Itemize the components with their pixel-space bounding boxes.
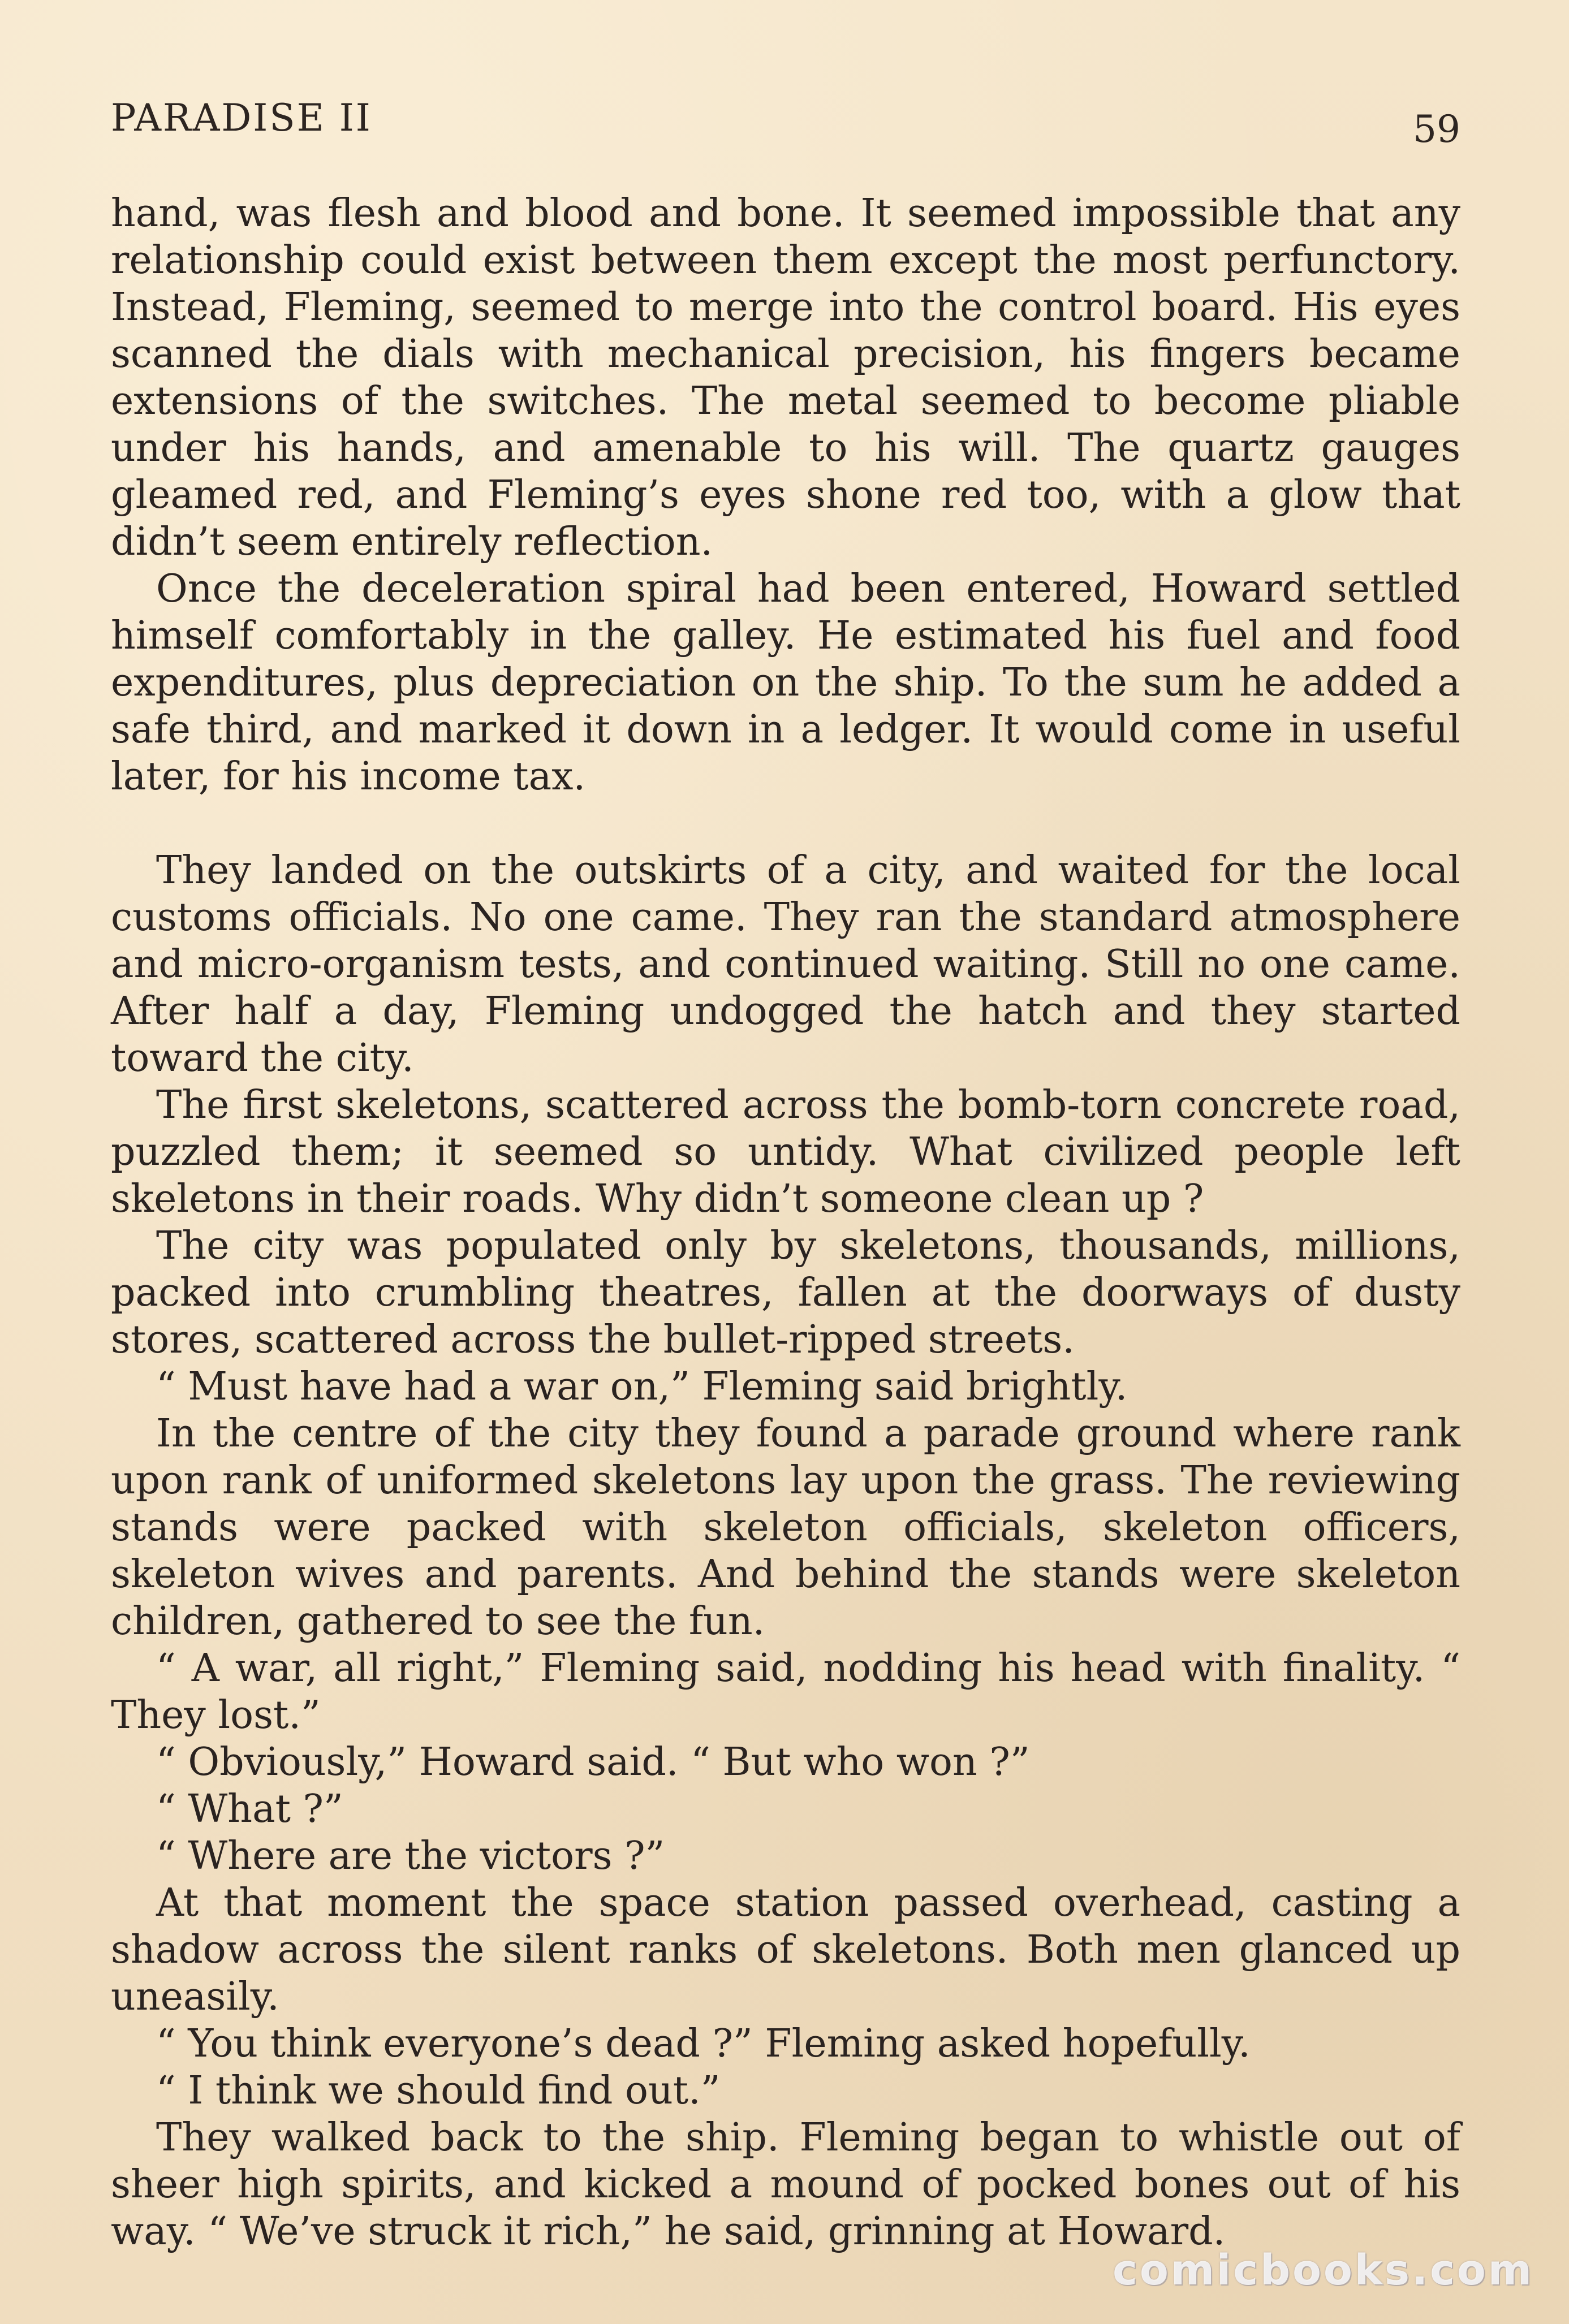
- paragraph: They landed on the outskirts of a city, and waited for the local customs officials. No one came. They ran the standard atmosphere and micro-organism tests, and continued waiting. Still no one came. After half a day, Fleming undogged the hatch and they started toward the city.: [111, 848, 1460, 1081]
- paragraph: The first skeletons, scattered across the bomb-torn concrete road, puzzled them; it seemed so untidy. What civilized people left skeletons in their roads. Why didn’t someone clean up ?: [111, 1083, 1460, 1221]
- running-header: [111, 96, 1460, 151]
- paragraph: “ Obviously,” Howard said. “ But who won ?”: [156, 1740, 1030, 1785]
- paragraph: Once the deceleration spiral had been entered, Howard settled himself comfortably in the galley. He estimated his fuel and food expenditures, plus depreciation on the ship. To the sum he added a safe third, and marked it down in a ledger. It would come in useful later, for his income tax.: [111, 567, 1460, 799]
- paragraph: The city was populated only by skeletons, thousands, millions, packed into crumbling theatres, fallen at the doorways of dusty stores, scattered across the bullet-ripped streets.: [111, 1224, 1460, 1362]
- paragraph: “ What ?”: [156, 1787, 343, 1831]
- page-number: 59: [1413, 107, 1460, 151]
- paragraph: “ Where are the victors ?”: [156, 1834, 665, 1878]
- body-text: [111, 190, 1460, 2255]
- paragraph: In the centre of the city they found a parade ground where rank upon rank of uniformed skeletons lay upon the grass. The reviewing stands were packed with skeleton officials, skeleton officers, skeleton wives and parents. And behind the stands were skeleton children, gathered to see the fun.: [111, 1411, 1460, 1644]
- paragraph: “ I think we should find out.”: [156, 2068, 721, 2113]
- paragraph: “ A war, all right,” Fleming said, nodding his head with finality. “ They lost.”: [111, 1646, 1460, 1738]
- paragraph: At that moment the space station passed overhead, casting a shadow across the silent ranks of skeletons. Both men glanced up uneasily.: [111, 1881, 1460, 2019]
- paragraph: “ Must have had a war on,” Fleming said brightly.: [156, 1364, 1128, 1409]
- watermark: comicbooks.com: [1113, 2246, 1534, 2295]
- paragraph: They walked back to the ship. Fleming began to whistle out of sheer high spirits, and kicked a mound of pocked bones out of his way. “ We’ve struck it rich,” he said, grinning at Howard.: [111, 2115, 1460, 2254]
- running-title: PARADISE II: [111, 96, 372, 140]
- paragraph: “ You think everyone’s dead ?” Fleming asked hopefully.: [156, 2021, 1251, 2066]
- paragraph: hand, was flesh and blood and bone. It seemed impossible that any relationship could exist between them except the most perfunctory. Instead, Fleming, seemed to merge into the control board. His eyes scanned the dials with mechanical precision, his fingers became extensions of the switches. The metal seemed to become pliable under his hands, and amenable to his will. The quartz gauges gleamed red, and Fleming’s eyes shone red too, with a glow that didn’t seem entirely reflection.: [111, 191, 1460, 564]
